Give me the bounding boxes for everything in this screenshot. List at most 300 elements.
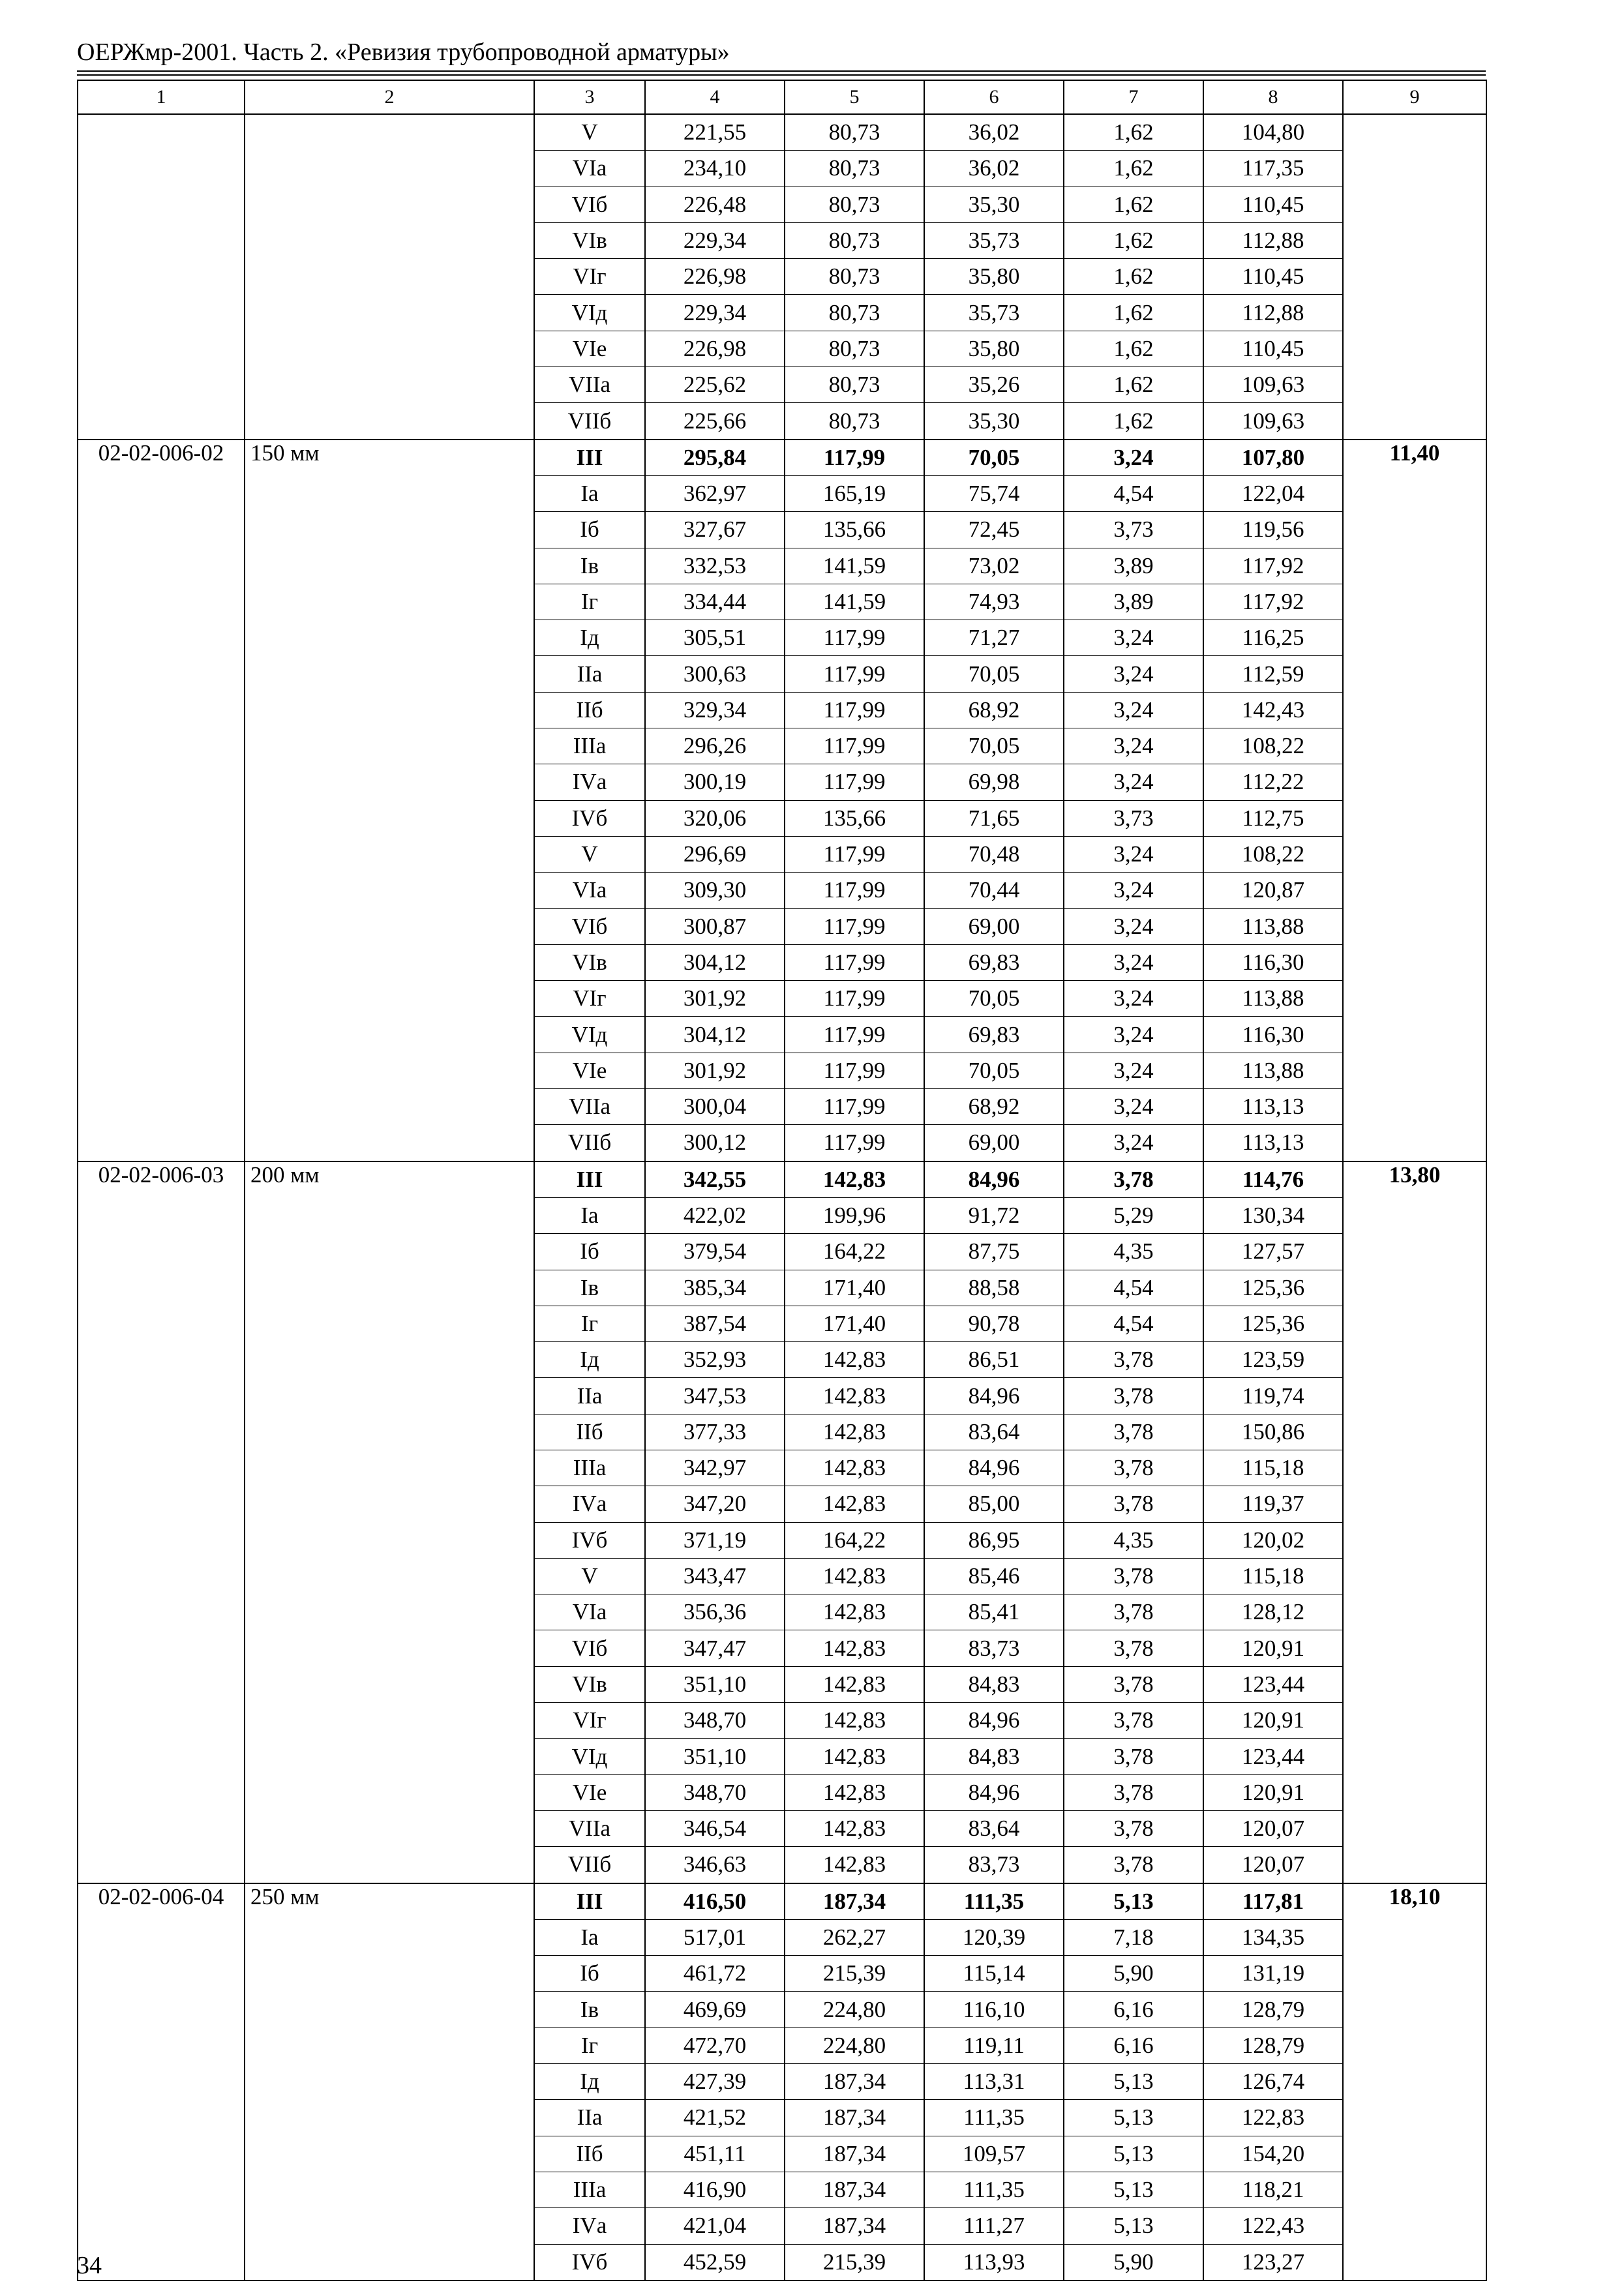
machinist-wages-cell: 3,78 bbox=[1064, 1594, 1203, 1630]
wages-cell: 171,40 bbox=[785, 1270, 924, 1306]
materials-cell: 110,45 bbox=[1203, 259, 1343, 295]
zone-cell: Iг bbox=[534, 1306, 645, 1341]
total-cost-cell: 351,10 bbox=[645, 1666, 785, 1702]
machines-cell: 70,05 bbox=[924, 981, 1064, 1017]
machines-cell: 87,75 bbox=[924, 1234, 1064, 1270]
machinist-wages-cell: 3,78 bbox=[1064, 1450, 1203, 1486]
materials-cell: 109,63 bbox=[1203, 403, 1343, 440]
machines-cell: 83,64 bbox=[924, 1810, 1064, 1846]
wages-cell: 187,34 bbox=[785, 2100, 924, 2136]
machinist-wages-cell: 5,90 bbox=[1064, 2244, 1203, 2281]
materials-cell: 134,35 bbox=[1203, 1919, 1343, 1955]
zone-cell: IIб bbox=[534, 1414, 645, 1450]
zone-cell: VIв bbox=[534, 222, 645, 258]
wages-cell: 165,19 bbox=[785, 475, 924, 511]
zone-cell: VIб bbox=[534, 187, 645, 222]
materials-cell: 120,91 bbox=[1203, 1630, 1343, 1666]
machinist-wages-cell: 3,24 bbox=[1064, 1125, 1203, 1161]
machines-cell: 68,92 bbox=[924, 692, 1064, 728]
zone-cell: VIа bbox=[534, 873, 645, 908]
zone-cell: Iв bbox=[534, 1270, 645, 1306]
labor-cost-cell: 13,80 bbox=[1343, 1161, 1486, 1883]
zone-cell: VIб bbox=[534, 908, 645, 944]
zone-cell: IVа bbox=[534, 1486, 645, 1522]
machines-cell: 120,39 bbox=[924, 1919, 1064, 1955]
materials-cell: 112,75 bbox=[1203, 800, 1343, 836]
machinist-wages-cell: 1,62 bbox=[1064, 295, 1203, 331]
machines-cell: 84,96 bbox=[924, 1161, 1064, 1198]
materials-cell: 125,36 bbox=[1203, 1270, 1343, 1306]
total-cost-cell: 371,19 bbox=[645, 1522, 785, 1558]
wages-cell: 187,34 bbox=[785, 2208, 924, 2244]
machinist-wages-cell: 5,90 bbox=[1064, 1956, 1203, 1992]
machines-cell: 113,93 bbox=[924, 2244, 1064, 2281]
zone-cell: III bbox=[534, 1883, 645, 1920]
total-cost-cell: 225,66 bbox=[645, 403, 785, 440]
machinist-wages-cell: 4,54 bbox=[1064, 1270, 1203, 1306]
machinist-wages-cell: 1,62 bbox=[1064, 187, 1203, 222]
materials-cell: 120,02 bbox=[1203, 1522, 1343, 1558]
materials-cell: 110,45 bbox=[1203, 331, 1343, 367]
wages-cell: 117,99 bbox=[785, 656, 924, 692]
wages-cell: 224,80 bbox=[785, 2027, 924, 2063]
wages-cell: 187,34 bbox=[785, 2136, 924, 2172]
zone-cell: Iв bbox=[534, 1992, 645, 2027]
wages-cell: 117,99 bbox=[785, 1125, 924, 1161]
total-cost-cell: 332,53 bbox=[645, 548, 785, 584]
machinist-wages-cell: 1,62 bbox=[1064, 367, 1203, 403]
machinist-wages-cell: 5,13 bbox=[1064, 1883, 1203, 1920]
machines-cell: 111,35 bbox=[924, 1883, 1064, 1920]
materials-cell: 108,22 bbox=[1203, 836, 1343, 872]
table-row bbox=[78, 1883, 1486, 1920]
total-cost-cell: 301,92 bbox=[645, 1053, 785, 1088]
zone-cell: VIIа bbox=[534, 1089, 645, 1125]
total-cost-cell: 379,54 bbox=[645, 1234, 785, 1270]
machinist-wages-cell: 4,54 bbox=[1064, 475, 1203, 511]
wages-cell: 80,73 bbox=[785, 403, 924, 440]
machinist-wages-cell: 3,78 bbox=[1064, 1342, 1203, 1378]
header-rule-upper bbox=[77, 70, 1486, 72]
machinist-wages-cell: 3,89 bbox=[1064, 584, 1203, 620]
total-cost-cell: 416,50 bbox=[645, 1883, 785, 1920]
total-cost-cell: 226,98 bbox=[645, 331, 785, 367]
wages-cell: 187,34 bbox=[785, 2064, 924, 2100]
machines-cell: 69,00 bbox=[924, 908, 1064, 944]
machinist-wages-cell: 3,24 bbox=[1064, 440, 1203, 476]
machines-cell: 88,58 bbox=[924, 1270, 1064, 1306]
machinist-wages-cell: 3,78 bbox=[1064, 1630, 1203, 1666]
wages-cell: 215,39 bbox=[785, 1956, 924, 1992]
wages-cell: 199,96 bbox=[785, 1197, 924, 1233]
zone-cell: IIб bbox=[534, 2136, 645, 2172]
wages-cell: 117,99 bbox=[785, 836, 924, 872]
labor-cost-cell bbox=[1343, 114, 1486, 440]
total-cost-cell: 300,19 bbox=[645, 764, 785, 800]
materials-cell: 112,22 bbox=[1203, 764, 1343, 800]
machines-cell: 35,80 bbox=[924, 331, 1064, 367]
wages-cell: 142,83 bbox=[785, 1703, 924, 1739]
machinist-wages-cell: 1,62 bbox=[1064, 403, 1203, 440]
total-cost-cell: 346,54 bbox=[645, 1810, 785, 1846]
zone-cell: VIа bbox=[534, 1594, 645, 1630]
zone-cell: IVб bbox=[534, 800, 645, 836]
machinist-wages-cell: 3,24 bbox=[1064, 944, 1203, 980]
machines-cell: 69,83 bbox=[924, 944, 1064, 980]
wages-cell: 80,73 bbox=[785, 259, 924, 295]
zone-cell: IIа bbox=[534, 1378, 645, 1414]
machinist-wages-cell: 7,18 bbox=[1064, 1919, 1203, 1955]
zone-cell: IIIа bbox=[534, 1450, 645, 1486]
materials-cell: 126,74 bbox=[1203, 2064, 1343, 2100]
machines-cell: 84,83 bbox=[924, 1666, 1064, 1702]
machines-cell: 116,10 bbox=[924, 1992, 1064, 2027]
machinist-wages-cell: 3,78 bbox=[1064, 1161, 1203, 1198]
machinist-wages-cell: 3,78 bbox=[1064, 1378, 1203, 1414]
zone-cell: IIа bbox=[534, 2100, 645, 2136]
total-cost-cell: 472,70 bbox=[645, 2027, 785, 2063]
total-cost-cell: 343,47 bbox=[645, 1558, 785, 1594]
wages-cell: 164,22 bbox=[785, 1234, 924, 1270]
machines-cell: 83,73 bbox=[924, 1847, 1064, 1883]
zone-cell: V bbox=[534, 114, 645, 151]
total-cost-cell: 385,34 bbox=[645, 1270, 785, 1306]
machines-cell: 83,64 bbox=[924, 1414, 1064, 1450]
machinist-wages-cell: 3,24 bbox=[1064, 981, 1203, 1017]
machinist-wages-cell: 3,24 bbox=[1064, 656, 1203, 692]
zone-cell: VIд bbox=[534, 1739, 645, 1774]
total-cost-cell: 352,93 bbox=[645, 1342, 785, 1378]
zone-cell: VIа bbox=[534, 151, 645, 187]
wages-cell: 117,99 bbox=[785, 692, 924, 728]
page-number: 34 bbox=[77, 2252, 102, 2279]
machines-cell: 83,73 bbox=[924, 1630, 1064, 1666]
machinist-wages-cell: 3,78 bbox=[1064, 1774, 1203, 1810]
machines-cell: 70,05 bbox=[924, 728, 1064, 764]
wages-cell: 80,73 bbox=[785, 367, 924, 403]
machines-cell: 85,00 bbox=[924, 1486, 1064, 1522]
machinist-wages-cell: 3,24 bbox=[1064, 1017, 1203, 1053]
total-cost-cell: 452,59 bbox=[645, 2244, 785, 2281]
total-cost-cell: 309,30 bbox=[645, 873, 785, 908]
wages-cell: 142,83 bbox=[785, 1594, 924, 1630]
materials-cell: 117,92 bbox=[1203, 548, 1343, 584]
wages-cell: 142,83 bbox=[785, 1739, 924, 1774]
machines-cell: 68,92 bbox=[924, 1089, 1064, 1125]
materials-cell: 120,91 bbox=[1203, 1774, 1343, 1810]
machinist-wages-cell: 3,78 bbox=[1064, 1847, 1203, 1883]
machinist-wages-cell: 3,78 bbox=[1064, 1486, 1203, 1522]
zone-cell: III bbox=[534, 1161, 645, 1198]
machinist-wages-cell: 1,62 bbox=[1064, 114, 1203, 151]
materials-cell: 108,22 bbox=[1203, 728, 1343, 764]
materials-cell: 122,04 bbox=[1203, 475, 1343, 511]
total-cost-cell: 348,70 bbox=[645, 1703, 785, 1739]
total-cost-cell: 320,06 bbox=[645, 800, 785, 836]
machinist-wages-cell: 4,35 bbox=[1064, 1234, 1203, 1270]
materials-cell: 112,88 bbox=[1203, 295, 1343, 331]
materials-cell: 107,80 bbox=[1203, 440, 1343, 476]
zone-cell: VIIа bbox=[534, 367, 645, 403]
wages-cell: 142,83 bbox=[785, 1666, 924, 1702]
machines-cell: 70,05 bbox=[924, 656, 1064, 692]
column-number-cell: 5 bbox=[785, 80, 924, 114]
zone-cell: VIд bbox=[534, 1017, 645, 1053]
machinist-wages-cell: 1,62 bbox=[1064, 259, 1203, 295]
total-cost-cell: 362,97 bbox=[645, 475, 785, 511]
machinist-wages-cell: 3,78 bbox=[1064, 1703, 1203, 1739]
zone-cell: VIв bbox=[534, 944, 645, 980]
machinist-wages-cell: 3,24 bbox=[1064, 873, 1203, 908]
wages-cell: 215,39 bbox=[785, 2244, 924, 2281]
zone-cell: VIб bbox=[534, 1630, 645, 1666]
wages-cell: 262,27 bbox=[785, 1919, 924, 1955]
machinist-wages-cell: 1,62 bbox=[1064, 222, 1203, 258]
zone-cell: VIе bbox=[534, 331, 645, 367]
labor-cost-cell: 11,40 bbox=[1343, 440, 1486, 1161]
total-cost-cell: 234,10 bbox=[645, 151, 785, 187]
zone-cell: VIв bbox=[534, 1666, 645, 1702]
machines-cell: 71,27 bbox=[924, 620, 1064, 656]
wages-cell: 117,99 bbox=[785, 981, 924, 1017]
total-cost-cell: 327,67 bbox=[645, 512, 785, 548]
machines-cell: 35,80 bbox=[924, 259, 1064, 295]
materials-cell: 122,83 bbox=[1203, 2100, 1343, 2136]
materials-cell: 113,88 bbox=[1203, 1053, 1343, 1088]
machines-cell: 69,98 bbox=[924, 764, 1064, 800]
machinist-wages-cell: 6,16 bbox=[1064, 2027, 1203, 2063]
wages-cell: 80,73 bbox=[785, 331, 924, 367]
machines-cell: 74,93 bbox=[924, 584, 1064, 620]
materials-cell: 120,07 bbox=[1203, 1810, 1343, 1846]
rate-code-cell: 02-02-006-03 bbox=[78, 1161, 245, 1883]
total-cost-cell: 377,33 bbox=[645, 1414, 785, 1450]
total-cost-cell: 342,97 bbox=[645, 1450, 785, 1486]
total-cost-cell: 304,12 bbox=[645, 944, 785, 980]
machines-cell: 90,78 bbox=[924, 1306, 1064, 1341]
machinist-wages-cell: 3,78 bbox=[1064, 1666, 1203, 1702]
wages-cell: 117,99 bbox=[785, 440, 924, 476]
machinist-wages-cell: 3,24 bbox=[1064, 692, 1203, 728]
total-cost-cell: 304,12 bbox=[645, 1017, 785, 1053]
wages-cell: 141,59 bbox=[785, 584, 924, 620]
machines-cell: 85,46 bbox=[924, 1558, 1064, 1594]
machines-cell: 69,83 bbox=[924, 1017, 1064, 1053]
zone-cell: III bbox=[534, 440, 645, 476]
total-cost-cell: 305,51 bbox=[645, 620, 785, 656]
machinist-wages-cell: 4,35 bbox=[1064, 1522, 1203, 1558]
materials-cell: 120,87 bbox=[1203, 873, 1343, 908]
machinist-wages-cell: 3,73 bbox=[1064, 800, 1203, 836]
wages-cell: 142,83 bbox=[785, 1378, 924, 1414]
zone-cell: VIг bbox=[534, 1703, 645, 1739]
column-number-cell: 1 bbox=[78, 80, 245, 114]
machines-cell: 91,72 bbox=[924, 1197, 1064, 1233]
machines-cell: 71,65 bbox=[924, 800, 1064, 836]
machines-cell: 84,83 bbox=[924, 1739, 1064, 1774]
zone-cell: Iа bbox=[534, 1197, 645, 1233]
zone-cell: IVа bbox=[534, 2208, 645, 2244]
materials-cell: 123,44 bbox=[1203, 1666, 1343, 1702]
rate-code-cell bbox=[78, 114, 245, 440]
zone-cell: IVб bbox=[534, 2244, 645, 2281]
column-number-row bbox=[78, 80, 1486, 114]
materials-cell: 109,63 bbox=[1203, 367, 1343, 403]
machinist-wages-cell: 5,13 bbox=[1064, 2100, 1203, 2136]
page-header-title: ОЕРЖмр-2001. Часть 2. «Ревизия трубопроводной арматуры» bbox=[77, 38, 730, 66]
rate-code-cell: 02-02-006-04 bbox=[78, 1883, 245, 2281]
zone-cell: Iа bbox=[534, 1919, 645, 1955]
wages-cell: 142,83 bbox=[785, 1774, 924, 1810]
materials-cell: 117,81 bbox=[1203, 1883, 1343, 1920]
materials-cell: 119,37 bbox=[1203, 1486, 1343, 1522]
wages-cell: 224,80 bbox=[785, 1992, 924, 2027]
wages-cell: 80,73 bbox=[785, 151, 924, 187]
materials-cell: 104,80 bbox=[1203, 114, 1343, 151]
materials-cell: 127,57 bbox=[1203, 1234, 1343, 1270]
materials-cell: 115,18 bbox=[1203, 1558, 1343, 1594]
wages-cell: 117,99 bbox=[785, 1053, 924, 1088]
machines-cell: 73,02 bbox=[924, 548, 1064, 584]
total-cost-cell: 351,10 bbox=[645, 1739, 785, 1774]
machinist-wages-cell: 3,78 bbox=[1064, 1558, 1203, 1594]
materials-cell: 119,56 bbox=[1203, 512, 1343, 548]
total-cost-cell: 387,54 bbox=[645, 1306, 785, 1341]
machines-cell: 70,05 bbox=[924, 1053, 1064, 1088]
wages-cell: 135,66 bbox=[785, 800, 924, 836]
total-cost-cell: 296,26 bbox=[645, 728, 785, 764]
materials-cell: 128,79 bbox=[1203, 1992, 1343, 2027]
total-cost-cell: 295,84 bbox=[645, 440, 785, 476]
machines-cell: 111,27 bbox=[924, 2208, 1064, 2244]
machines-cell: 70,44 bbox=[924, 873, 1064, 908]
materials-cell: 116,25 bbox=[1203, 620, 1343, 656]
zone-cell: VIIа bbox=[534, 1810, 645, 1846]
wages-cell: 80,73 bbox=[785, 295, 924, 331]
zone-cell: VIе bbox=[534, 1053, 645, 1088]
materials-cell: 117,92 bbox=[1203, 584, 1343, 620]
zone-cell: Iа bbox=[534, 475, 645, 511]
machinist-wages-cell: 3,24 bbox=[1064, 1089, 1203, 1125]
machinist-wages-cell: 3,73 bbox=[1064, 512, 1203, 548]
machinist-wages-cell: 3,24 bbox=[1064, 728, 1203, 764]
machines-cell: 70,48 bbox=[924, 836, 1064, 872]
machines-cell: 36,02 bbox=[924, 151, 1064, 187]
wages-cell: 142,83 bbox=[785, 1414, 924, 1450]
wages-cell: 142,83 bbox=[785, 1486, 924, 1522]
materials-cell: 114,76 bbox=[1203, 1161, 1343, 1198]
machines-cell: 72,45 bbox=[924, 512, 1064, 548]
materials-cell: 113,13 bbox=[1203, 1089, 1343, 1125]
wages-cell: 117,99 bbox=[785, 728, 924, 764]
machinist-wages-cell: 5,29 bbox=[1064, 1197, 1203, 1233]
total-cost-cell: 356,36 bbox=[645, 1594, 785, 1630]
table-row bbox=[78, 1161, 1486, 1198]
machines-cell: 111,35 bbox=[924, 2172, 1064, 2207]
machinist-wages-cell: 3,24 bbox=[1064, 620, 1203, 656]
zone-cell: VIд bbox=[534, 295, 645, 331]
materials-cell: 128,12 bbox=[1203, 1594, 1343, 1630]
total-cost-cell: 421,52 bbox=[645, 2100, 785, 2136]
materials-cell: 123,27 bbox=[1203, 2244, 1343, 2281]
machines-cell: 111,35 bbox=[924, 2100, 1064, 2136]
machines-cell: 75,74 bbox=[924, 475, 1064, 511]
materials-cell: 112,59 bbox=[1203, 656, 1343, 692]
zone-cell: IIIа bbox=[534, 728, 645, 764]
materials-cell: 113,88 bbox=[1203, 981, 1343, 1017]
wages-cell: 142,83 bbox=[785, 1558, 924, 1594]
total-cost-cell: 300,87 bbox=[645, 908, 785, 944]
wages-cell: 117,99 bbox=[785, 908, 924, 944]
column-number-cell: 4 bbox=[645, 80, 785, 114]
column-number-cell: 3 bbox=[534, 80, 645, 114]
wages-cell: 187,34 bbox=[785, 1883, 924, 1920]
zone-cell: VIг bbox=[534, 259, 645, 295]
machines-cell: 35,73 bbox=[924, 222, 1064, 258]
wages-cell: 80,73 bbox=[785, 222, 924, 258]
machines-cell: 35,30 bbox=[924, 403, 1064, 440]
materials-cell: 125,36 bbox=[1203, 1306, 1343, 1341]
machines-cell: 113,31 bbox=[924, 2064, 1064, 2100]
machines-cell: 35,30 bbox=[924, 187, 1064, 222]
machines-cell: 84,96 bbox=[924, 1450, 1064, 1486]
wages-cell: 117,99 bbox=[785, 1089, 924, 1125]
materials-cell: 119,74 bbox=[1203, 1378, 1343, 1414]
diameter-cell: 150 мм bbox=[245, 440, 534, 1161]
total-cost-cell: 225,62 bbox=[645, 367, 785, 403]
machines-cell: 86,51 bbox=[924, 1342, 1064, 1378]
machines-cell: 69,00 bbox=[924, 1125, 1064, 1161]
zone-cell: Iг bbox=[534, 2027, 645, 2063]
materials-cell: 128,79 bbox=[1203, 2027, 1343, 2063]
materials-cell: 122,43 bbox=[1203, 2208, 1343, 2244]
machinist-wages-cell: 6,16 bbox=[1064, 1992, 1203, 2027]
diameter-cell: 200 мм bbox=[245, 1161, 534, 1883]
total-cost-cell: 226,98 bbox=[645, 259, 785, 295]
machinist-wages-cell: 3,78 bbox=[1064, 1810, 1203, 1846]
total-cost-cell: 300,12 bbox=[645, 1125, 785, 1161]
materials-cell: 115,18 bbox=[1203, 1450, 1343, 1486]
zone-cell: IVа bbox=[534, 764, 645, 800]
machinist-wages-cell: 5,13 bbox=[1064, 2136, 1203, 2172]
machines-cell: 119,11 bbox=[924, 2027, 1064, 2063]
total-cost-cell: 421,04 bbox=[645, 2208, 785, 2244]
total-cost-cell: 469,69 bbox=[645, 1992, 785, 2027]
wages-cell: 141,59 bbox=[785, 548, 924, 584]
machinist-wages-cell: 3,78 bbox=[1064, 1739, 1203, 1774]
wages-cell: 142,83 bbox=[785, 1847, 924, 1883]
total-cost-cell: 342,55 bbox=[645, 1161, 785, 1198]
machines-cell: 70,05 bbox=[924, 440, 1064, 476]
wages-cell: 117,99 bbox=[785, 620, 924, 656]
diameter-cell: 250 мм bbox=[245, 1883, 534, 2281]
total-cost-cell: 300,63 bbox=[645, 656, 785, 692]
wages-cell: 117,99 bbox=[785, 873, 924, 908]
materials-cell: 113,88 bbox=[1203, 908, 1343, 944]
machines-cell: 35,73 bbox=[924, 295, 1064, 331]
diameter-cell bbox=[245, 114, 534, 440]
zone-cell: VIе bbox=[534, 1774, 645, 1810]
materials-cell: 123,59 bbox=[1203, 1342, 1343, 1378]
machinist-wages-cell: 3,24 bbox=[1064, 764, 1203, 800]
materials-cell: 142,43 bbox=[1203, 692, 1343, 728]
materials-cell: 120,91 bbox=[1203, 1703, 1343, 1739]
total-cost-cell: 226,48 bbox=[645, 187, 785, 222]
total-cost-cell: 229,34 bbox=[645, 222, 785, 258]
zone-cell: Iб bbox=[534, 512, 645, 548]
labor-cost-cell: 18,10 bbox=[1343, 1883, 1486, 2281]
total-cost-cell: 517,01 bbox=[645, 1919, 785, 1955]
